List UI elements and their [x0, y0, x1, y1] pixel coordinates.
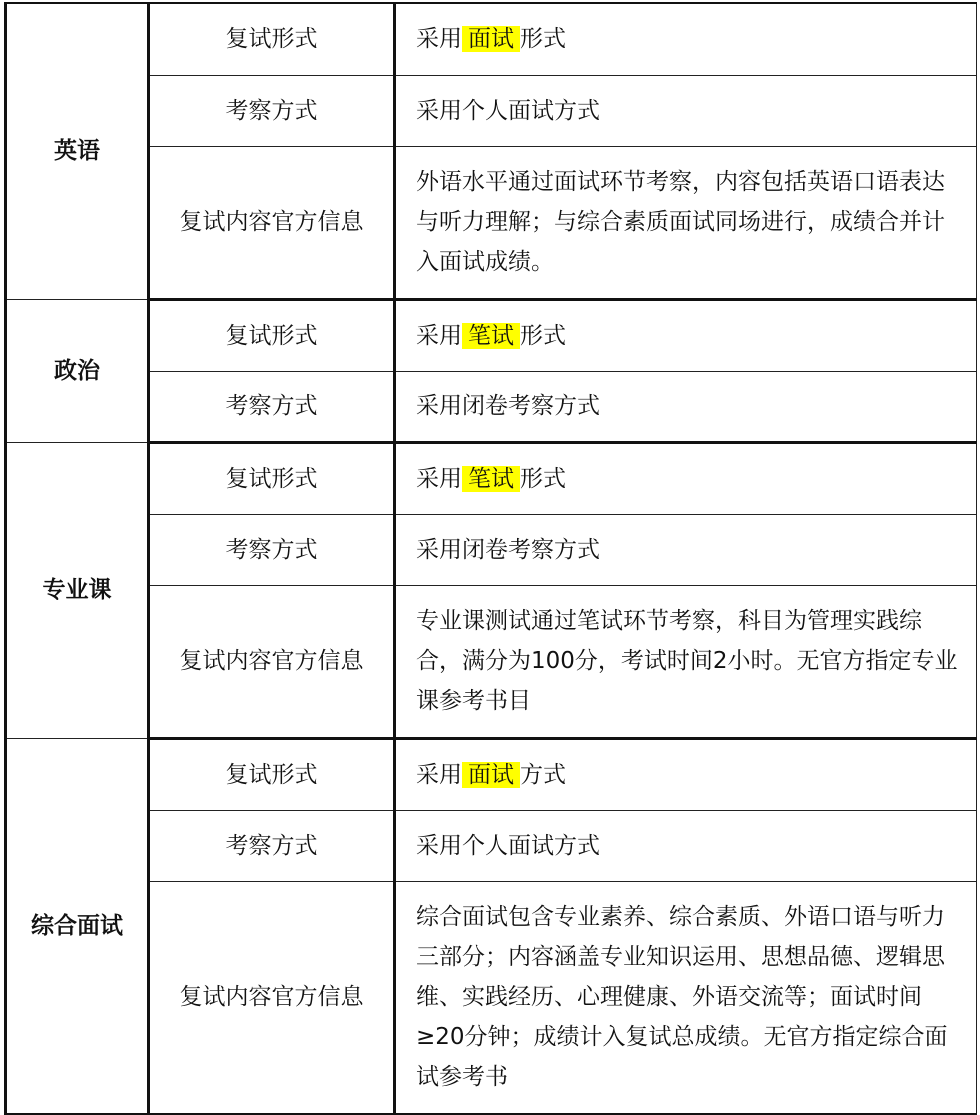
aspect-cell: 复试内容官方信息 [149, 881, 395, 1114]
table-row [6, 146, 977, 299]
aspect-cell: 复试内容官方信息 [149, 146, 395, 299]
detail-cell [395, 738, 977, 810]
aspect-cell: 考察方式 [149, 371, 395, 442]
highlighted-keyword: 面试 [462, 762, 520, 788]
subject-cell: 政治 [6, 299, 149, 442]
aspect-cell: 考察方式 [149, 75, 395, 146]
aspect-cell: 复试形式 [149, 3, 395, 75]
detail-pre: 采用 [416, 465, 462, 492]
aspect-cell: 复试形式 [149, 442, 395, 514]
table-row [6, 810, 977, 881]
table-row [6, 585, 977, 738]
detail-cell: 采用闭卷考察方式 [395, 514, 977, 585]
detail-cell: 综合面试包含专业素养、综合素质、外语口语与听力三部分；内容涵盖专业知识运用、思想品德、逻辑思维、实践经历、心理健康、外语交流等；面试时间≥20分钟；成绩计入复试总成绩。无官方指定综合面试参考书 [395, 881, 977, 1114]
detail-pre: 采用 [416, 322, 462, 349]
subject-cell: 英语 [6, 3, 149, 299]
detail-cell [395, 442, 977, 514]
detail-cell [395, 3, 977, 75]
aspect-cell: 复试形式 [149, 738, 395, 810]
exam-info-table [4, 2, 977, 1115]
detail-post: 方式 [520, 761, 566, 788]
subject-cell: 综合面试 [6, 738, 149, 1114]
detail-cell: 专业课测试通过笔试环节考察，科目为管理实践综合，满分为100分，考试时间2小时。无官方指定专业课参考书目 [395, 585, 977, 738]
detail-pre: 采用 [416, 26, 462, 53]
table-row [6, 371, 977, 442]
highlighted-keyword: 面试 [462, 26, 520, 52]
detail-cell: 外语水平通过面试环节考察，内容包括英语口语表达与听力理解；与综合素质面试同场进行，成绩合并计入面试成绩。 [395, 146, 977, 299]
aspect-cell: 复试内容官方信息 [149, 585, 395, 738]
detail-cell: 采用个人面试方式 [395, 75, 977, 146]
highlighted-keyword: 笔试 [462, 323, 520, 349]
table-row [6, 881, 977, 1114]
table-row [6, 442, 977, 514]
detail-post: 形式 [520, 26, 566, 53]
detail-cell: 采用闭卷考察方式 [395, 371, 977, 442]
detail-post: 形式 [520, 322, 566, 349]
detail-pre: 采用 [416, 761, 462, 788]
detail-cell: 采用个人面试方式 [395, 810, 977, 881]
detail-cell [395, 299, 977, 371]
detail-post: 形式 [520, 465, 566, 492]
aspect-cell: 复试形式 [149, 299, 395, 371]
aspect-cell: 考察方式 [149, 514, 395, 585]
table-row [6, 299, 977, 371]
table-row [6, 75, 977, 146]
aspect-cell: 考察方式 [149, 810, 395, 881]
table-row [6, 514, 977, 585]
table-row [6, 3, 977, 75]
subject-cell: 专业课 [6, 442, 149, 738]
highlighted-keyword: 笔试 [462, 466, 520, 492]
table-row [6, 738, 977, 810]
